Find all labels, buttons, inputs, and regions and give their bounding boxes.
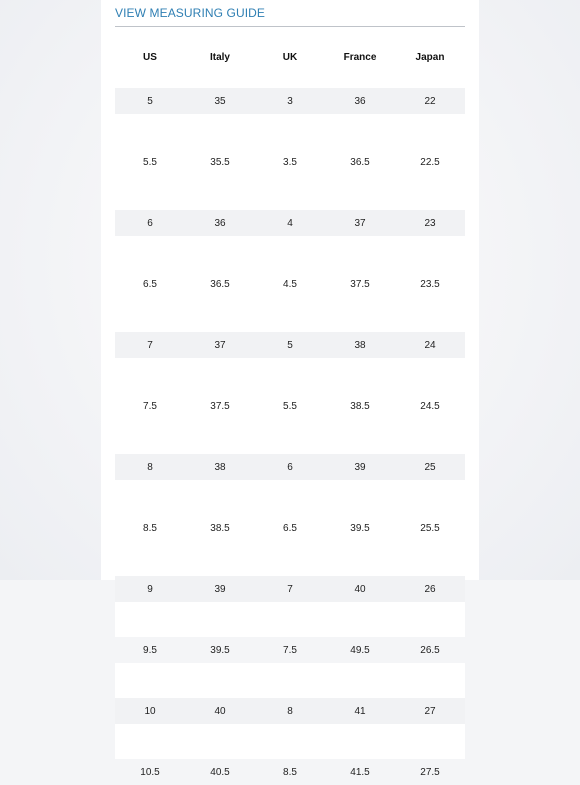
cell-japan: 25 (395, 454, 465, 480)
cell-france: 41 (325, 698, 395, 724)
cell-uk: 7.5 (283, 644, 297, 656)
cell-us: 7 (115, 332, 185, 358)
cell-japan: 26.5 (420, 644, 440, 656)
table-body (115, 71, 465, 785)
cell-us: 5 (115, 88, 185, 114)
cell-france: 38 (325, 332, 395, 358)
column-header-us: US (143, 52, 157, 63)
table-row (115, 515, 465, 541)
cell-italy: 36 (185, 210, 255, 236)
spacer-cell (115, 175, 465, 210)
column-header-france: France (343, 52, 377, 63)
cell-us: 6.5 (143, 278, 157, 290)
column-header-japan: Japan (415, 52, 445, 63)
spacer-cell (115, 297, 465, 332)
cell-us: 10.5 (140, 766, 160, 778)
cell-italy: 35 (185, 88, 255, 114)
cell-france: 39 (325, 454, 395, 480)
cell-japan: 24.5 (420, 400, 440, 412)
table-row (115, 210, 465, 236)
spacer-cell (115, 480, 465, 515)
cell-uk: 6 (255, 454, 325, 480)
cell-france: 38.5 (350, 400, 370, 412)
cell-japan: 25.5 (420, 522, 440, 534)
cell-japan: 24 (395, 332, 465, 358)
cell-italy: 35.5 (210, 156, 230, 168)
size-chart-panel (101, 0, 479, 778)
table-row (115, 393, 465, 419)
spacer-cell (115, 114, 465, 149)
table-spacer (115, 114, 465, 149)
cell-us: 6 (115, 210, 185, 236)
spacer-cell (115, 541, 465, 576)
spacer-cell (115, 724, 465, 759)
table-spacer (115, 663, 465, 698)
cell-italy: 40 (185, 698, 255, 724)
cell-france: 37 (325, 210, 395, 236)
cell-italy: 39.5 (210, 644, 230, 656)
spacer-cell (115, 71, 465, 88)
cell-us: 7.5 (143, 400, 157, 412)
view-measuring-guide-link[interactable]: VIEW MEASURING GUIDE (115, 6, 266, 20)
table-row (115, 332, 465, 358)
cell-uk: 3 (255, 88, 325, 114)
cell-uk: 5 (255, 332, 325, 358)
cell-italy: 40.5 (210, 766, 230, 778)
table-spacer (115, 724, 465, 759)
header-divider (115, 26, 465, 27)
table-row (115, 759, 465, 785)
table-row (115, 576, 465, 602)
cell-uk: 6.5 (283, 522, 297, 534)
cell-italy: 39 (185, 576, 255, 602)
cell-france: 36 (325, 88, 395, 114)
table-spacer (115, 419, 465, 454)
cell-japan: 26 (395, 576, 465, 602)
table-spacer (115, 358, 465, 393)
table-spacer (115, 602, 465, 637)
cell-uk: 3.5 (283, 156, 297, 168)
cell-italy: 36.5 (210, 278, 230, 290)
cell-japan: 22 (395, 88, 465, 114)
cell-japan: 23.5 (420, 278, 440, 290)
cell-italy: 37 (185, 332, 255, 358)
spacer-cell (115, 602, 465, 637)
cell-us: 9 (115, 576, 185, 602)
spacer-cell (115, 419, 465, 454)
table-header-row (115, 44, 465, 71)
column-header-uk: UK (282, 52, 298, 63)
spacer-cell (115, 663, 465, 698)
table-spacer (115, 71, 465, 88)
cell-uk: 4 (255, 210, 325, 236)
table-row (115, 271, 465, 297)
cell-japan: 23 (395, 210, 465, 236)
spacer-cell (115, 358, 465, 393)
cell-italy: 38.5 (210, 522, 230, 534)
cell-uk: 5.5 (283, 400, 297, 412)
cell-italy: 37.5 (210, 400, 230, 412)
cell-france: 36.5 (350, 156, 370, 168)
spacer-cell (115, 236, 465, 271)
cell-uk: 8.5 (283, 766, 297, 778)
cell-italy: 38 (185, 454, 255, 480)
cell-us: 10 (115, 698, 185, 724)
cell-france: 49.5 (350, 644, 370, 656)
cell-us: 8 (115, 454, 185, 480)
cell-uk: 8 (255, 698, 325, 724)
table-spacer (115, 541, 465, 576)
cell-france: 37.5 (350, 278, 370, 290)
cell-us: 5.5 (143, 156, 157, 168)
cell-france: 39.5 (350, 522, 370, 534)
table-row (115, 88, 465, 114)
cell-japan: 27.5 (420, 766, 440, 778)
table-row (115, 637, 465, 663)
cell-japan: 22.5 (420, 156, 440, 168)
table-row (115, 698, 465, 724)
table-spacer (115, 297, 465, 332)
table-spacer (115, 480, 465, 515)
cell-us: 8.5 (143, 522, 157, 534)
cell-france: 41.5 (350, 766, 370, 778)
cell-france: 40 (325, 576, 395, 602)
column-header-italy: Italy (209, 52, 230, 63)
table-row (115, 149, 465, 175)
cell-uk: 7 (255, 576, 325, 602)
size-conversion-table (115, 44, 465, 785)
table-spacer (115, 236, 465, 271)
cell-us: 9.5 (143, 644, 157, 656)
cell-japan: 27 (395, 698, 465, 724)
table-spacer (115, 175, 465, 210)
cell-uk: 4.5 (283, 278, 297, 290)
table-row (115, 454, 465, 480)
